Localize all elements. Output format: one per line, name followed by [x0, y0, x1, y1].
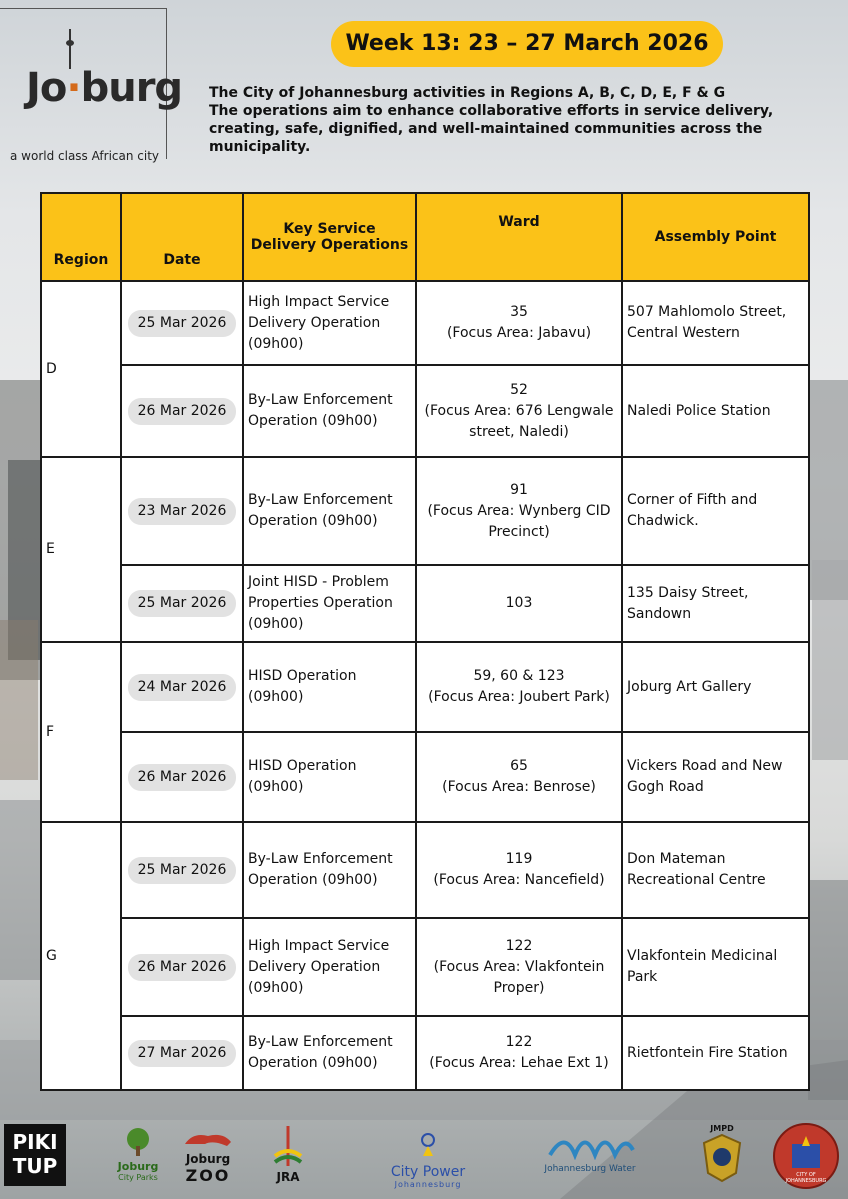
ward-cell: 122 (Focus Area: Vlakfontein Proper)	[416, 918, 622, 1016]
animal-icon	[183, 1130, 233, 1148]
assembly-cell: Corner of Fifth and Chadwick.	[622, 457, 809, 565]
logo-tagline: a world class African city	[10, 149, 160, 163]
operation-cell: By-Law Enforcement Operation (09h00)	[243, 457, 416, 565]
assembly-cell: Rietfontein Fire Station	[622, 1016, 809, 1090]
date-badge: 25 Mar 2026	[128, 857, 237, 884]
table-row	[41, 1016, 809, 1090]
intro-text	[209, 84, 809, 156]
water-wave-icon	[545, 1130, 635, 1160]
tree-icon	[123, 1126, 153, 1156]
region-cell: E	[41, 457, 121, 642]
operation-cell: By-Law Enforcement Operation (09h00)	[243, 1016, 416, 1090]
logo-wordmark: Jo·burg	[26, 65, 183, 111]
joburg-zoo-logo: Joburg ZOO	[180, 1130, 236, 1185]
date-badge: 25 Mar 2026	[128, 590, 237, 617]
week-title-badge: Week 13: 23 – 27 March 2026	[331, 21, 723, 67]
assembly-cell: Vlakfontein Medicinal Park	[622, 918, 809, 1016]
region-cell: G	[41, 822, 121, 1090]
operation-cell: High Impact Service Delivery Operation (09h00)	[243, 918, 416, 1016]
partner-logos	[0, 1118, 848, 1199]
date-badge: 27 Mar 2026	[128, 1040, 237, 1067]
city-parks-logo: Joburg City Parks	[116, 1126, 160, 1182]
operation-cell: High Impact Service Delivery Operation (09h00)	[243, 281, 416, 365]
flower-icon	[413, 1130, 443, 1160]
table-row	[41, 565, 809, 642]
ward-cell: 122 (Focus Area: Lehae Ext 1)	[416, 1016, 622, 1090]
date-badge: 26 Mar 2026	[128, 764, 237, 791]
operation-cell: By-Law Enforcement Operation (09h00)	[243, 365, 416, 457]
tower-icon	[60, 29, 80, 69]
jmpd-badge-logo: JMPD	[692, 1124, 752, 1187]
assembly-cell: Vickers Road and New Gogh Road	[622, 732, 809, 822]
table-row	[41, 281, 809, 365]
region-cell: F	[41, 642, 121, 822]
assembly-cell: Don Mateman Recreational Centre	[622, 822, 809, 918]
operation-cell: By-Law Enforcement Operation (09h00)	[243, 822, 416, 918]
city-power-logo: City Power Johannesburg	[378, 1130, 478, 1189]
header-ward: Ward	[416, 193, 622, 281]
operations-table	[40, 192, 810, 1091]
tower-icon	[273, 1126, 303, 1166]
intro-line-1: The City of Johannesburg activities in Regions A, B, C, D, E, F & G	[209, 85, 726, 101]
date-badge: 24 Mar 2026	[128, 674, 237, 701]
intro-line-2: The operations aim to enhance collaborative efforts in service delivery, creating, safe, dignified, and well-maintained communities across the municipality.	[209, 103, 774, 155]
pikitup-logo: PIKI TUP	[4, 1124, 66, 1186]
ward-cell: 35 (Focus Area: Jabavu)	[416, 281, 622, 365]
ward-cell: 59, 60 & 123 (Focus Area: Joubert Park)	[416, 642, 622, 732]
date-badge: 26 Mar 2026	[128, 954, 237, 981]
jra-logo: JRA	[268, 1126, 308, 1184]
assembly-cell: 507 Mahlomolo Street, Central Western	[622, 281, 809, 365]
table-row	[41, 457, 809, 565]
ward-cell: 52 (Focus Area: 676 Lengwale street, Naledi)	[416, 365, 622, 457]
date-badge: 26 Mar 2026	[128, 398, 237, 425]
operation-cell: Joint HISD - Problem Properties Operation (09h00)	[243, 565, 416, 642]
table-row	[41, 918, 809, 1016]
header-operation: Key Service Delivery Operations	[243, 193, 416, 281]
table-row	[41, 732, 809, 822]
ward-cell: 119 (Focus Area: Nancefield)	[416, 822, 622, 918]
assembly-cell: Joburg Art Gallery	[622, 642, 809, 732]
police-badge-icon	[700, 1133, 744, 1183]
date-badge: 25 Mar 2026	[128, 310, 237, 337]
date-badge: 23 Mar 2026	[128, 498, 237, 525]
table-row	[41, 822, 809, 918]
header-assembly: Assembly Point	[622, 193, 809, 281]
assembly-cell: 135 Daisy Street, Sandown	[622, 565, 809, 642]
joburg-logo	[0, 8, 183, 163]
table-row	[41, 642, 809, 732]
header-region: Region	[41, 193, 121, 281]
table-header-row	[41, 193, 809, 281]
ward-cell: 103	[416, 565, 622, 642]
assembly-cell: Naledi Police Station	[622, 365, 809, 457]
header-date: Date	[121, 193, 243, 281]
fire-department-logo: CITY OF JOHANNESBURG	[772, 1122, 840, 1190]
table-row	[41, 365, 809, 457]
region-cell: D	[41, 281, 121, 457]
ward-cell: 65 (Focus Area: Benrose)	[416, 732, 622, 822]
ward-cell: 91 (Focus Area: Wynberg CID Precinct)	[416, 457, 622, 565]
operation-cell: HISD Operation (09h00)	[243, 642, 416, 732]
operation-cell: HISD Operation (09h00)	[243, 732, 416, 822]
johannesburg-water-logo: Johannesburg Water	[540, 1130, 640, 1174]
